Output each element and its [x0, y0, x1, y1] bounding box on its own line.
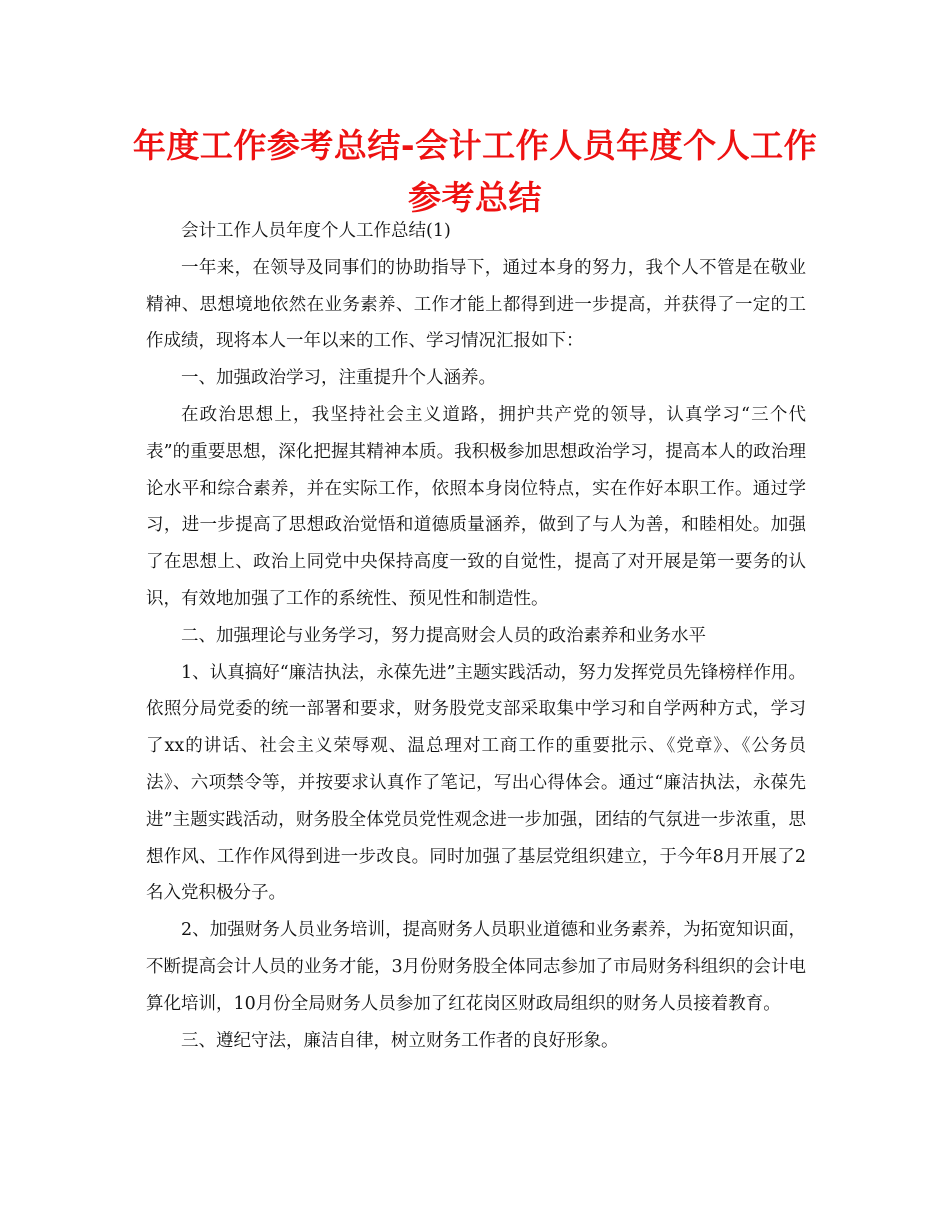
document-title: 年度工作参考总结-会计工作人员年度个人工作参考总结 [132, 126, 818, 217]
paragraph: 三、遵纪守法，廉洁自律，树立财务工作者的良好形象。 [181, 1030, 619, 1051]
paragraph: 在政治思想上，我坚持社会主义道路，拥护共产党的领导，认真学习“三个代表”的重要思想，深化把握其精神本质。我积极参加思想政治学习，提高本人的政治理论水平和综合素养，并在实际工作，依照本身岗位特点，实在作好本职工作。通过学习，进一步提高了思想政治觉悟和道德质量涵养，做到了与人为善，和睦相处。加强了在思想上、政治上同党中央保持高度一致的自觉性，提高了对开展是第一要务的认识，有效地加强了工作的系统性、预见性和制造性。 [146, 404, 806, 609]
paragraph: 二、加强理论与业务学习，努力提高财会人员的政治素养和业务水平 [181, 625, 706, 646]
paragraph: 会计工作人员年度个人工作总结(1) [181, 221, 451, 241]
paragraph: 一年来，在领导及同事们的协助指导下，通过本身的努力，我个人不管是在敬业精神、思想境地依然在业务素养、工作才能上都得到进一步提高，并获得了一定的工作成绩，现将本人一年以来的工作、学习情况汇报如下： [146, 257, 806, 352]
paragraph: 1、认真搞好“廉洁执法，永葆先进”主题实践活动，努力发挥党员先锋榜样作用。依照分局党委的统一部署和要求，财务股党支部采取集中学习和自学两种方式，学习了xx的讲话、社会主义荣辱观、温总理对工商工作的重要批示、《党章》、《公务员法》、六项禁令等，并按要求认真作了笔记，写出心得体会。通过“廉洁执法，永葆先进”主题实践活动，财务股全体党员党性观念进一步加强，团结的气氛进一步浓重，思想作风、工作作风得到进一步改良。同时加强了基层党组织建立，于今年8月开展了2名入党积极分子。 [146, 662, 806, 904]
document-body [146, 213, 806, 1059]
paragraph: 一、加强政治学习，注重提升个人涵养。 [181, 368, 496, 389]
paragraph: 2、加强财务人员业务培训，提高财务人员职业道德和业务素养，为拓宽知识面，不断提高会计人员的业务才能，3月份财务股全体同志参加了市局财务科组织的会计电算化培训，10月份全局财务人员参加了红花岗区财政局组织的财务人员接着教育。 [146, 920, 806, 1014]
